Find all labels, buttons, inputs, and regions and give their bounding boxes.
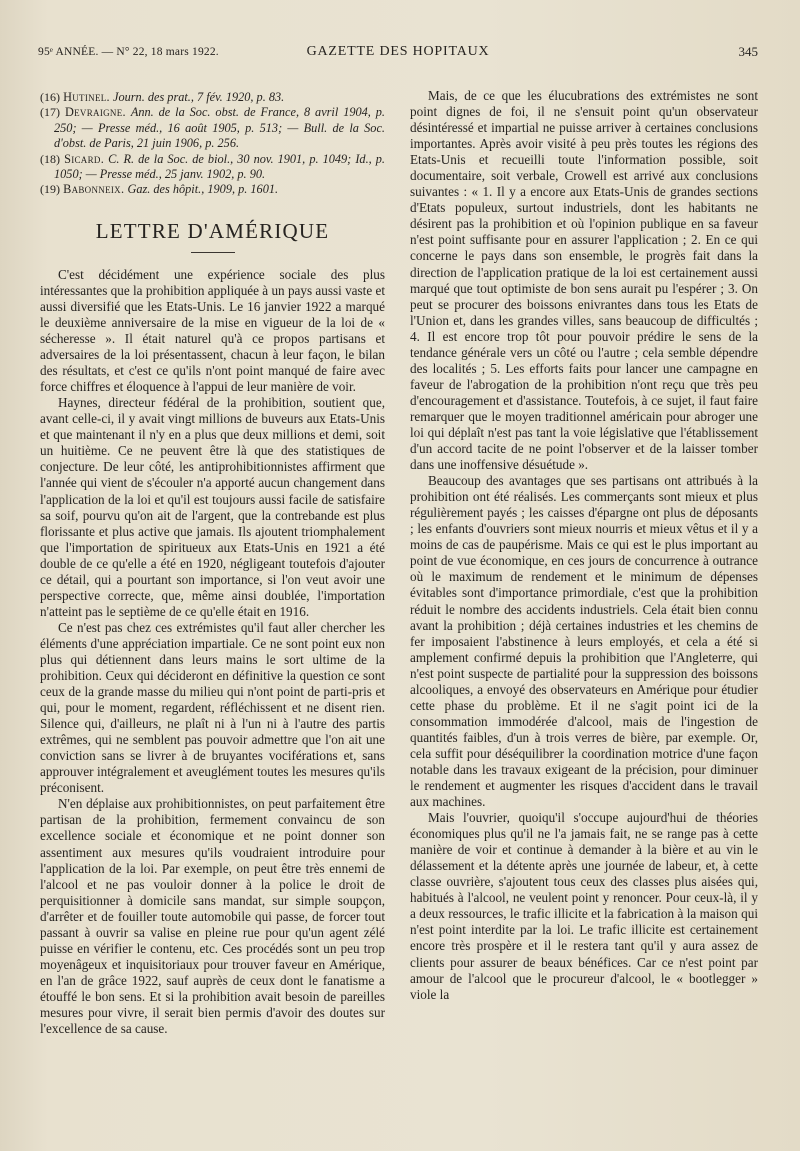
right-column [410,88,758,1003]
left-column [40,90,385,1037]
reference-item: (16) Hutinel. Journ. des prat., 7 fév. 1920, p. 83. [40,90,285,104]
article-paragraph: N'en déplaise aux prohibitionnistes, on peut parfaitement être partisan de la prohibition, fermement convaincu de son excellence sociale et économique et ne point donner son assentiment aux mesures qu'ils voudraient introduire pour l'application de la loi. Par exemple, on peut être très ennemi de l'alcool et ne pas vouloir donner à la police le droit de perquisitionner à domicile sans mandat, sur simple soupçon, d'arrêter et de fouiller toute automobile qui passe, de forcer tout passant à ouvrir sa valise en pleine rue pour qu'un agent zélé puisse en vérifier le contenu, etc. Ces procédés sont un peu trop moyenâgeux et inquisitoriaux pour trouver faveur en Amérique, en l'an de grâce 1922, sauf auprès de ceux dont le fanatisme a étouffé le bon sens. Et si la prohibition avait besoin de pareilles mesures pour vivre, il serait bien permis d'avoir des doutes sur l'excellence de sa cause. [40,796,385,1037]
article-paragraph: Mais, de ce que les élucubrations des extrémistes ne sont point dignes de foi, il ne s'ensuit point qu'un observateur désintéressé et impartial ne puisse arriver à certaines conclusions importantes. Après avoir visité à peu près toutes les régions des Etats-Unis et recueilli toute l'information possible, soit documentaire, soit verbale, Crowell est arrivé aux conclusions suivantes : « 1. Il y a encore aux Etats-Unis de grandes sections d'Etats populeux, surtout industriels, dont les habitants ne désirent pas la prohibition et où l'opinion publique en sa faveur n'est point suffisante pour en assurer l'application ; 2. En ce qui concerne le pays dans son ensemble, le progrès fait dans la direction de l'application pratique de la loi est certainement aussi marqué que tout optimiste de bon sens aurait pu l'espérer ; 3. On peut se procurer des boissons enivrantes dans tous les Etats de l'Union et, dans les grandes villes, sans beaucoup de difficultés ; 4. Il est encore trop tôt pour pouvoir prédire le sens de la tendance générale vers un côté ou l'autre ; cela semble dépendre des localités ; 5. Les efforts faits pour lancer une campagne en faveur de l'abrogation de la prohibition n'ont reçu que très peu d'encouragement et d'assistance. Toutefois, à ce sujet, il faut faire remarquer que le moyen traditionnel américain pour abroger une loi qui déplaît n'est pas tant la voie législative que l'établissement d'un accord tacite de ne point l'observer et de la laisser tomber dans une inoffensive désuétude ». [410,88,758,473]
page-header [38,42,758,66]
issue-info: 95ᵉ ANNÉE. — N° 22, 18 mars 1922. [38,46,219,58]
reference-list [40,90,385,198]
article-paragraph: Ce n'est pas chez ces extrémistes qu'il faut aller chercher les éléments d'une appréciation impartiale. Ce ne sont point eux non plus qui détiennent dans leurs mains le sort ultime de la prohibition. Ceux qui décideront en définitive la question ce sont ceux de la grande masse du milieu qui n'ont point de parti-pris et qui, pour le moment, regardent, réfléchissent et ne disent rien. Silence qui, d'ailleurs, ne plaît ni à l'un ni à l'autre des partis extrêmes, qui ne semblent pas pouvoir admettre que l'on ait une conviction sans se livrer à de bruyantes vociférations et, sans approuver intégralement et aveuglément toutes les mesures qu'ils préconisent. [40,619,385,796]
title-divider [191,252,235,253]
article-paragraph: Beaucoup des avantages que ses partisans ont attribués à la prohibition ont été réalisés. Les commerçants sont mieux et plus régulièrement payés ; les caisses d'épargne ont plus de déposants ; les enfants d'ouvriers sont mieux nourris et mieux vêtus et il y a moins de cas de paupérisme. Mais ce qui est le plus important au point de vue économique, en ces jours de concurrence à outrance où le maximum de rendement et le minimum de dépenses évitables sont d'importance primordiale, c'est que la prohibition réduit le nombre des accidents industriels. Cela était bien connu avant la prohibition ; déjà certaines industries et les chemins de fer imposaient l'abstinence à leurs employés, et cela a été si amplement confirmé depuis la prohibition que l'Angleterre, qui n'est point suspecte de partialité pour la suppression des boissons alcooliques, a envoyé des observateurs en Amérique pour étudier cette phase du problème. Et il ne s'agit point ici de la consommation immodérée d'alcool, mais de l'ingestion de quantités faibles, d'un à trois verres de bière, par exemple. Or, cela suffit pour déséquilibrer la coordination motrice d'une façon notable dans les travaux exigeant de la précision, pour diminuer le rendement et augmenter les risques d'accident dans le travail aux machines. [410,473,758,810]
article-paragraph: Mais l'ouvrier, quoiqu'il s'occupe aujourd'hui de théories économiques plus qu'il ne l'a jamais fait, ne se range pas à cette manière de voir et continue à demander à la bière et au vin le délassement et la détente après une journée de labeur, et, à cette classe ouvrière, s'ajoutent tous ceux des classes plus aisées qui, habitués à l'alcool, ne veulent point y renoncer. Pour ceux-là, il y a deux ressources, le trafic illicite et la fabrication à la maison qui n'est point interdite par la loi. Le trafic illicite est certainement encore très prospère et il le restera tant qu'il y aura assez de clients pour assurer de beaux bénéfices. Car ce n'est point par amour de l'alcool que le procureur d'alcool, le « bootlegger » viole la [410,810,758,1002]
article-title: LETTRE D'AMÉRIQUE [95,218,330,243]
reference-item: (19) Babonneix. Gaz. des hôpit., 1909, p. 1601. [40,182,279,197]
reference-item: (17) Devraigne. Ann. de la Soc. obst. de France, 8 avril 1904, p. 250; — Presse méd., 16 août 1905, p. 513; — Bull. de la Soc. d'obst. de Paris, 21 juin 1906, p. 256. [40,105,386,151]
journal-title: GAZETTE DES HOPITAUX [306,44,490,59]
article-paragraph: Haynes, directeur fédéral de la prohibition, soutient que, avant celle-ci, il y avait vingt millions de buveurs aux Etats-Unis et que maintenant il n'y en a plus que deux millions et demi, soit un huitième. Ce ne peuvent être là que des statistiques de conjecture. De leur côté, les antiprohibitionnistes affirment que l'année qui vient de s'écouler n'a apporté aucun changement dans l'application de la loi et qu'il est toujours aussi facile de satisfaire sa soif, pourvu qu'on ait de l'argent, que la contrebande est plus florissante et plus active que jamais. Ils ajoutent triomphalement que l'importation de spiritueux aux Etats-Unis en 1921 a été double de ce qu'elle a été en 1920, négligeant toutefois d'ajouter ce détail, qui a pourtant son importance, si l'on veut avoir une perspective correcte, que, même ainsi doublée, l'importation n'atteint pas le septième de ce qu'elle était en 1916. [40,395,385,619]
page-number: 345 [738,44,758,59]
article-paragraph: C'est décidément une expérience sociale des plus intéressantes que la prohibition appliquée à un pays aussi vaste et aussi diversifié que les Etats-Unis. Le 16 janvier 1922 a marqué le deuxième anniversaire de la mise en vigueur de la loi de « sécheresse ». Il était naturel qu'à ce propos partisans et adversaires de la loi présentassent, chacun à leur façon, le bilan des résultats, et c'est ce qu'ils n'ont point manqué de faire avec force chiffres et éloquence à l'appui de leur manière de voir. [40,266,385,395]
reference-item: (18) Sicard. C. R. de la Soc. de biol., 30 nov. 1901, p. 1049; Id., p. 1050; — Presse méd., 25 janv. 1902, p. 90. [40,151,386,182]
